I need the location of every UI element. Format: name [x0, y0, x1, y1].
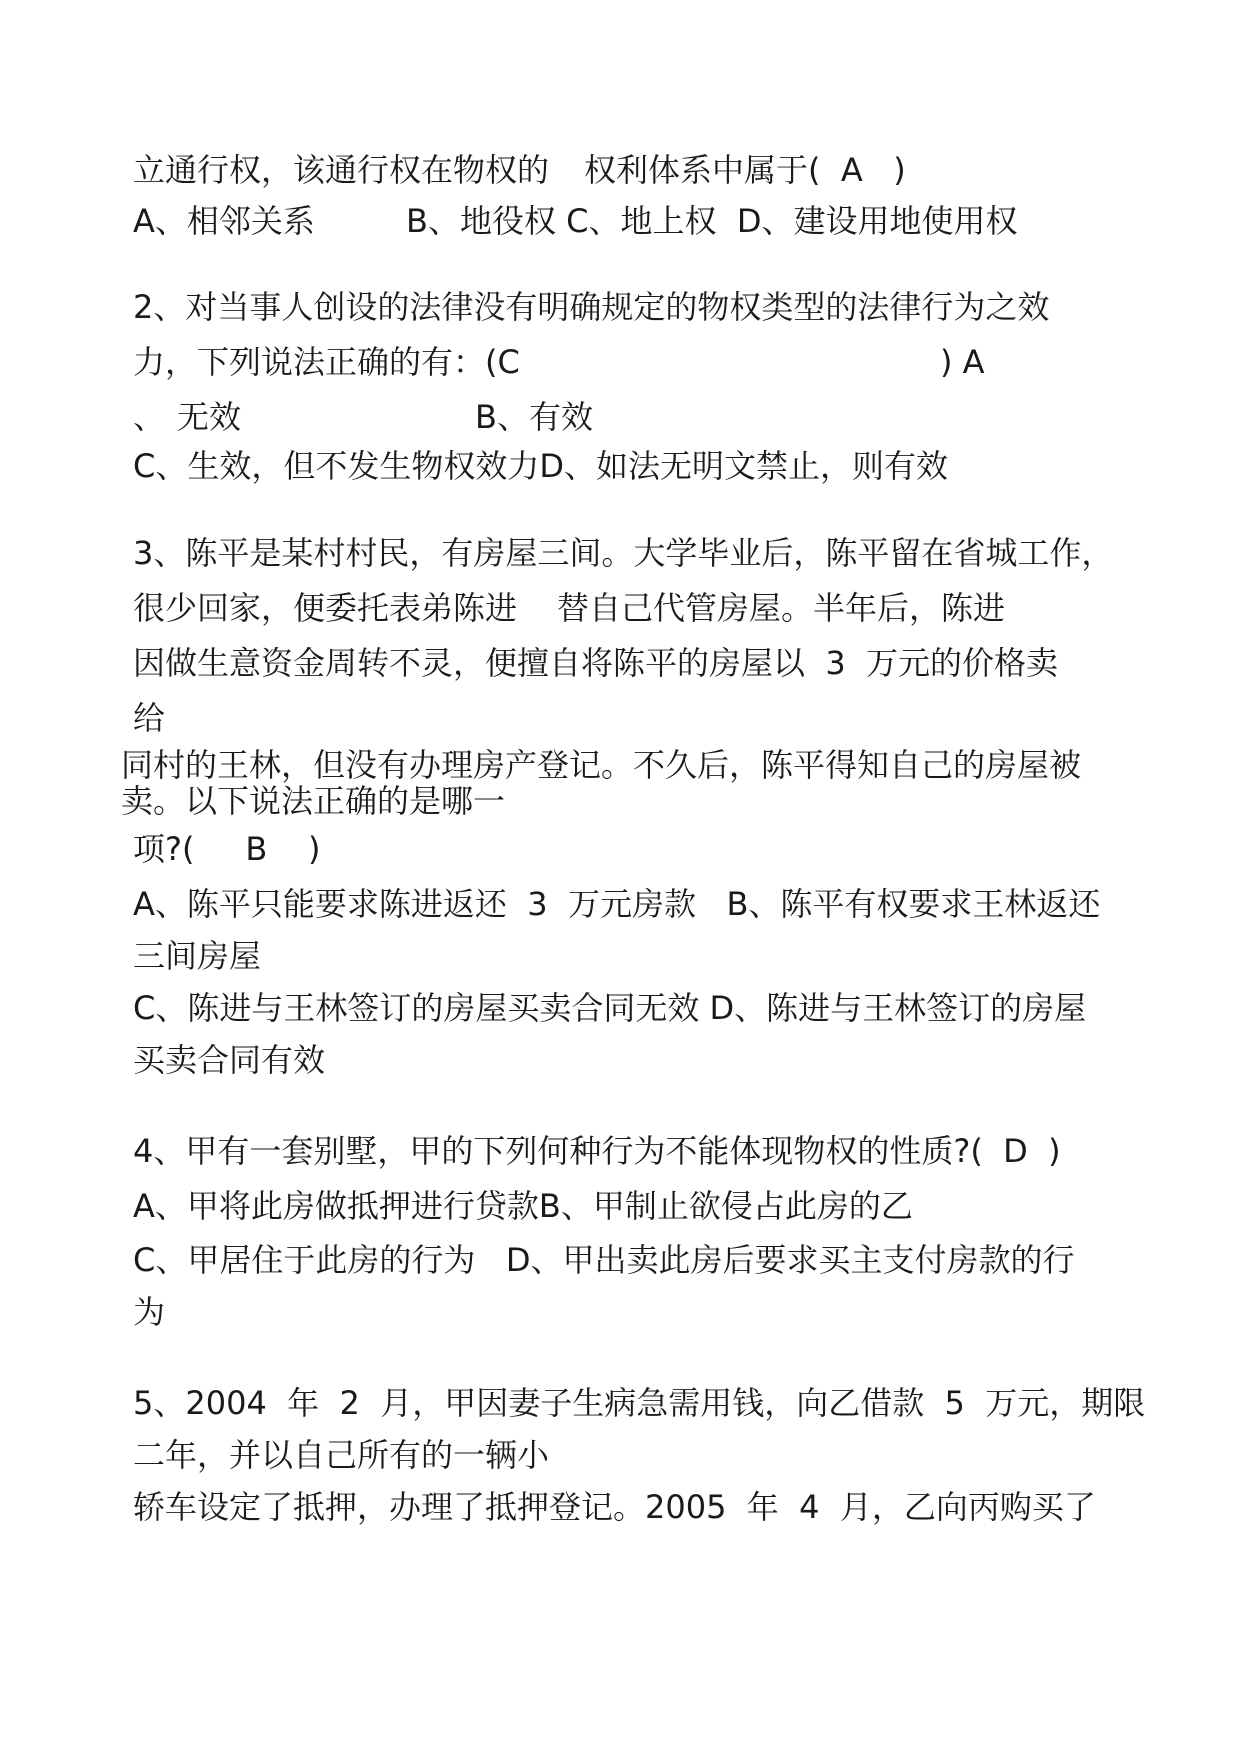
- q2-option-a-mark: 、: [133, 398, 166, 436]
- q5-line3: 轿车设定了抵押，办理了抵押登记。2005 年 4 月，乙向丙购买了: [133, 1488, 1096, 1526]
- q3-line1: 3、陈平是某村村民，有房屋三间。大学毕业后，陈平留在省城工作，: [133, 534, 1114, 572]
- q4-stem: 4、甲有一套别墅，甲的下列何种行为不能体现物权的性质?( D ): [133, 1132, 1061, 1170]
- q4-options-cd-line1: C、甲居住于此房的行为 D、甲出卖此房后要求买主支付房款的行: [133, 1241, 1075, 1279]
- q2-stem-line2: 力，下列说法正确的有：(C: [133, 343, 520, 381]
- q3-line3: 因做生意资金周转不灵，便擅自将陈平的房屋以 3 万元的价格卖: [133, 644, 1059, 682]
- q3-options-ab-line1: A、陈平只能要求陈进返还 3 万元房款 B、陈平有权要求王林返还: [133, 885, 1101, 923]
- q4-options-cd-line2: 为: [133, 1293, 166, 1331]
- q2-option-a-text: 无效: [177, 398, 242, 436]
- q2-stem-line1: 2、对当事人创设的法律没有明确规定的物权类型的法律行为之效: [133, 288, 1050, 326]
- q3-line6: 卖。以下说法正确的是哪一: [121, 782, 506, 820]
- q3-line5: 同村的王林，但没有办理房产登记。不久后，陈平得知自己的房屋被: [121, 746, 1082, 784]
- q2-option-b: B、有效: [475, 398, 593, 436]
- q2-stem-line2-end: ) A: [940, 343, 985, 381]
- q1-stem-part-a: 立通行权，该通行权在物权的: [133, 151, 550, 189]
- q3-options-cd-line2: 买卖合同有效: [133, 1041, 326, 1079]
- q3-line2-part-b: 替自己代管房屋。半年后，陈进: [557, 589, 1006, 627]
- q3-line4: 给: [133, 699, 166, 737]
- q3-line7: 项?( B ): [133, 830, 321, 868]
- q1-option-a: A、相邻关系: [133, 202, 315, 240]
- q3-line2-part-a: 很少回家，便委托表弟陈进: [133, 589, 518, 627]
- q3-options-ab-line2: 三间房屋: [133, 937, 262, 975]
- q3-options-cd-line1: C、陈进与王林签订的房屋买卖合同无效 D、陈进与王林签订的房屋: [133, 989, 1087, 1027]
- q5-line2: 二年，并以自己所有的一辆小: [133, 1436, 550, 1474]
- q5-line1: 5、2004 年 2 月，甲因妻子生病急需用钱，向乙借款 5 万元，期限: [133, 1384, 1146, 1422]
- q2-options-cd: C、生效，但不发生物权效力D、如法无明文禁止，则有效: [133, 447, 948, 485]
- q1-stem-part-b: 权利体系中属于( A ): [584, 151, 906, 189]
- q4-options-ab: A、甲将此房做抵押进行贷款B、甲制止欲侵占此房的乙: [133, 1187, 913, 1225]
- q1-options-bcd: B、地役权 C、地上权 D、建设用地使用权: [406, 202, 1018, 240]
